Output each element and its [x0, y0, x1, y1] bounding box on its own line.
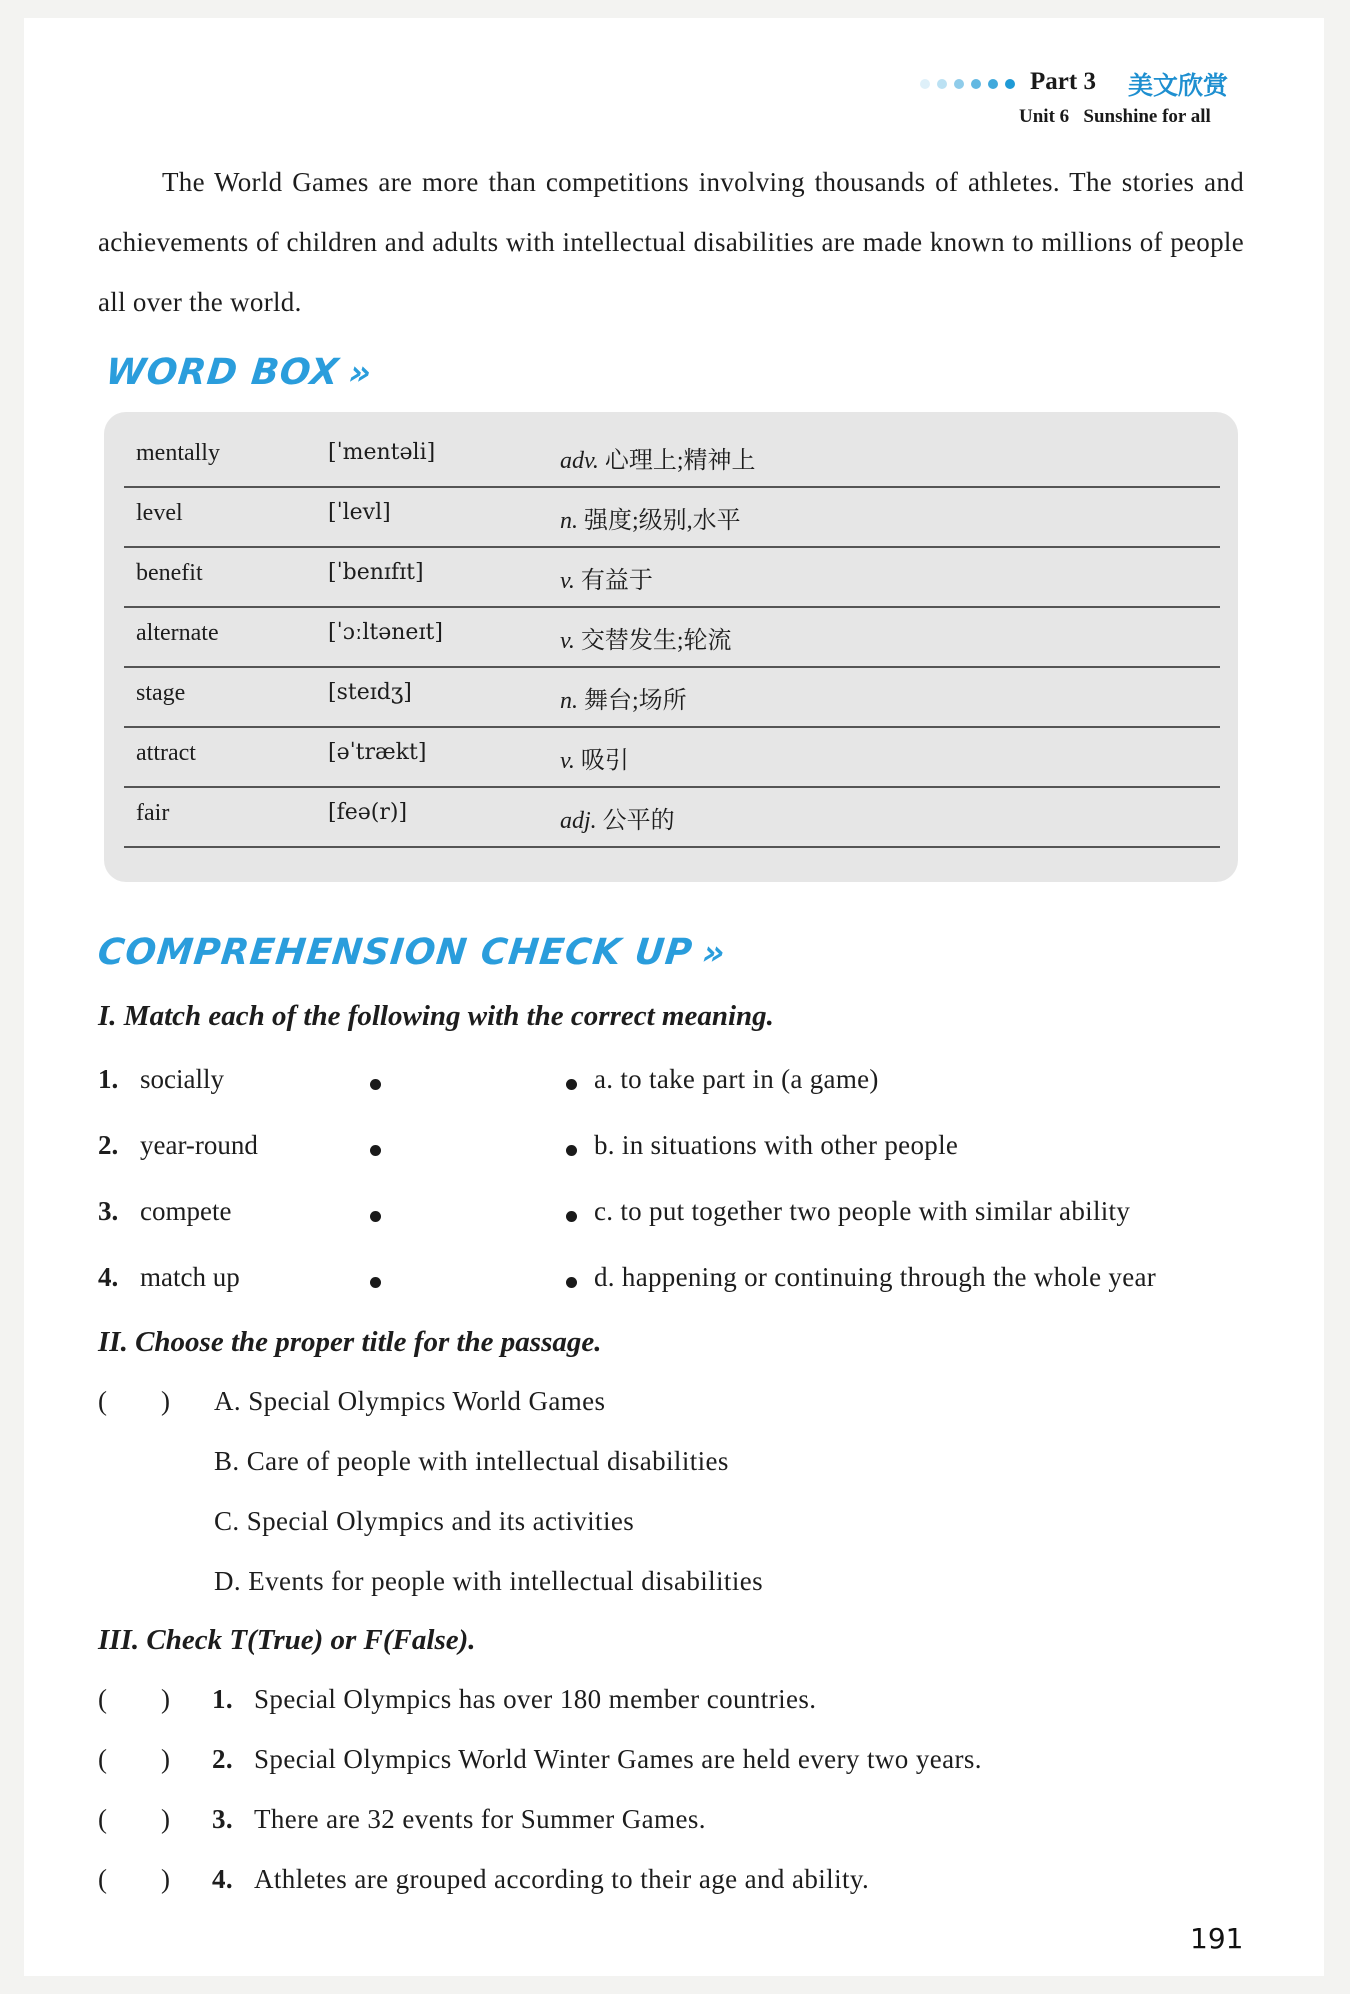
word-row: alternate [ˈɔːltəneɪt] v. 交替发生;轮流: [124, 606, 1220, 668]
header-decoration-dots: [920, 74, 1026, 94]
word-box-title: WORD BOX »: [103, 352, 375, 393]
part2-heading: II. Choose the proper title for the passage.: [98, 1326, 602, 1358]
tf-statement: There are 32 events for Summer Games.: [254, 1804, 706, 1834]
match-item: 4. match up d. happening or continuing through the whole year: [98, 1262, 1157, 1292]
tf-statement: Special Olympics has over 180 member countries.: [254, 1684, 817, 1714]
match-dot-left[interactable]: [370, 1145, 381, 1156]
tf-number: 1.: [212, 1684, 234, 1714]
page-number: 191: [1190, 1922, 1244, 1955]
word-row: stage [steɪdʒ] n. 舞台;场所: [124, 666, 1220, 728]
match-dot-left[interactable]: [370, 1277, 381, 1288]
match-item: 1. socially a. to take part in (a game): [98, 1064, 879, 1094]
intro-paragraph: The World Games are more than competitions involving thousands of athletes. The stories and achievements of children and adults with intellectual disabilities are made known to millions of people all over the world.: [98, 167, 1244, 317]
tf-number: 2.: [212, 1744, 234, 1774]
answer-blank[interactable]: ( ): [98, 1386, 170, 1416]
answer-blank[interactable]: ( ): [98, 1684, 170, 1714]
option-c: C. Special Olympics and its activities: [214, 1506, 635, 1536]
word-row: attract [əˈtrækt] v. 吸引: [124, 726, 1220, 788]
answer-blank[interactable]: ( ): [98, 1744, 170, 1774]
option-d: D. Events for people with intellectual disabilities: [214, 1566, 764, 1596]
word-row: mentally [ˈmentəli] adv. 心理上;精神上: [124, 426, 1220, 488]
match-item: 2. year-round b. in situations with other people: [98, 1130, 959, 1160]
header-part: Part 3: [1030, 68, 1096, 95]
match-dot-right[interactable]: [566, 1211, 577, 1222]
answer-blank[interactable]: ( ): [98, 1864, 170, 1894]
header-unit: Unit 6 Sunshine for all: [1019, 106, 1211, 127]
answer-blank[interactable]: ( ): [98, 1804, 170, 1834]
word-row: benefit [ˈbenɪfɪt] v. 有益于: [124, 546, 1220, 608]
chevron-right-icon: »: [700, 933, 728, 973]
tf-statement: Special Olympics World Winter Games are held every two years.: [254, 1744, 982, 1774]
match-dot-right[interactable]: [566, 1277, 577, 1288]
word-box-table: [104, 412, 1238, 882]
tf-number: 3.: [212, 1804, 234, 1834]
word-row: fair [feə(r)] adj. 公平的: [124, 786, 1220, 848]
part3-heading: III. Check T(True) or F(False).: [98, 1624, 476, 1656]
part1-heading: I. Match each of the following with the correct meaning.: [98, 1000, 774, 1032]
header-section-title: 美文欣赏: [1128, 71, 1229, 100]
tf-number: 4.: [212, 1864, 234, 1894]
match-item: 3. compete c. to put together two people with similar ability: [98, 1196, 1131, 1226]
option-a: A. Special Olympics World Games: [214, 1386, 606, 1416]
word-row: level [ˈlevl] n. 强度;级别,水平: [124, 486, 1220, 548]
chevron-right-icon: »: [346, 353, 375, 393]
option-b: B. Care of people with intellectual disabilities: [214, 1446, 729, 1476]
match-dot-left[interactable]: [370, 1079, 381, 1090]
match-dot-right[interactable]: [566, 1145, 577, 1156]
tf-statement: Athletes are grouped according to their age and ability.: [254, 1864, 870, 1894]
match-dot-right[interactable]: [566, 1079, 577, 1090]
comprehension-title: COMPREHENSION CHECK UP »: [95, 932, 728, 973]
match-dot-left[interactable]: [370, 1211, 381, 1222]
